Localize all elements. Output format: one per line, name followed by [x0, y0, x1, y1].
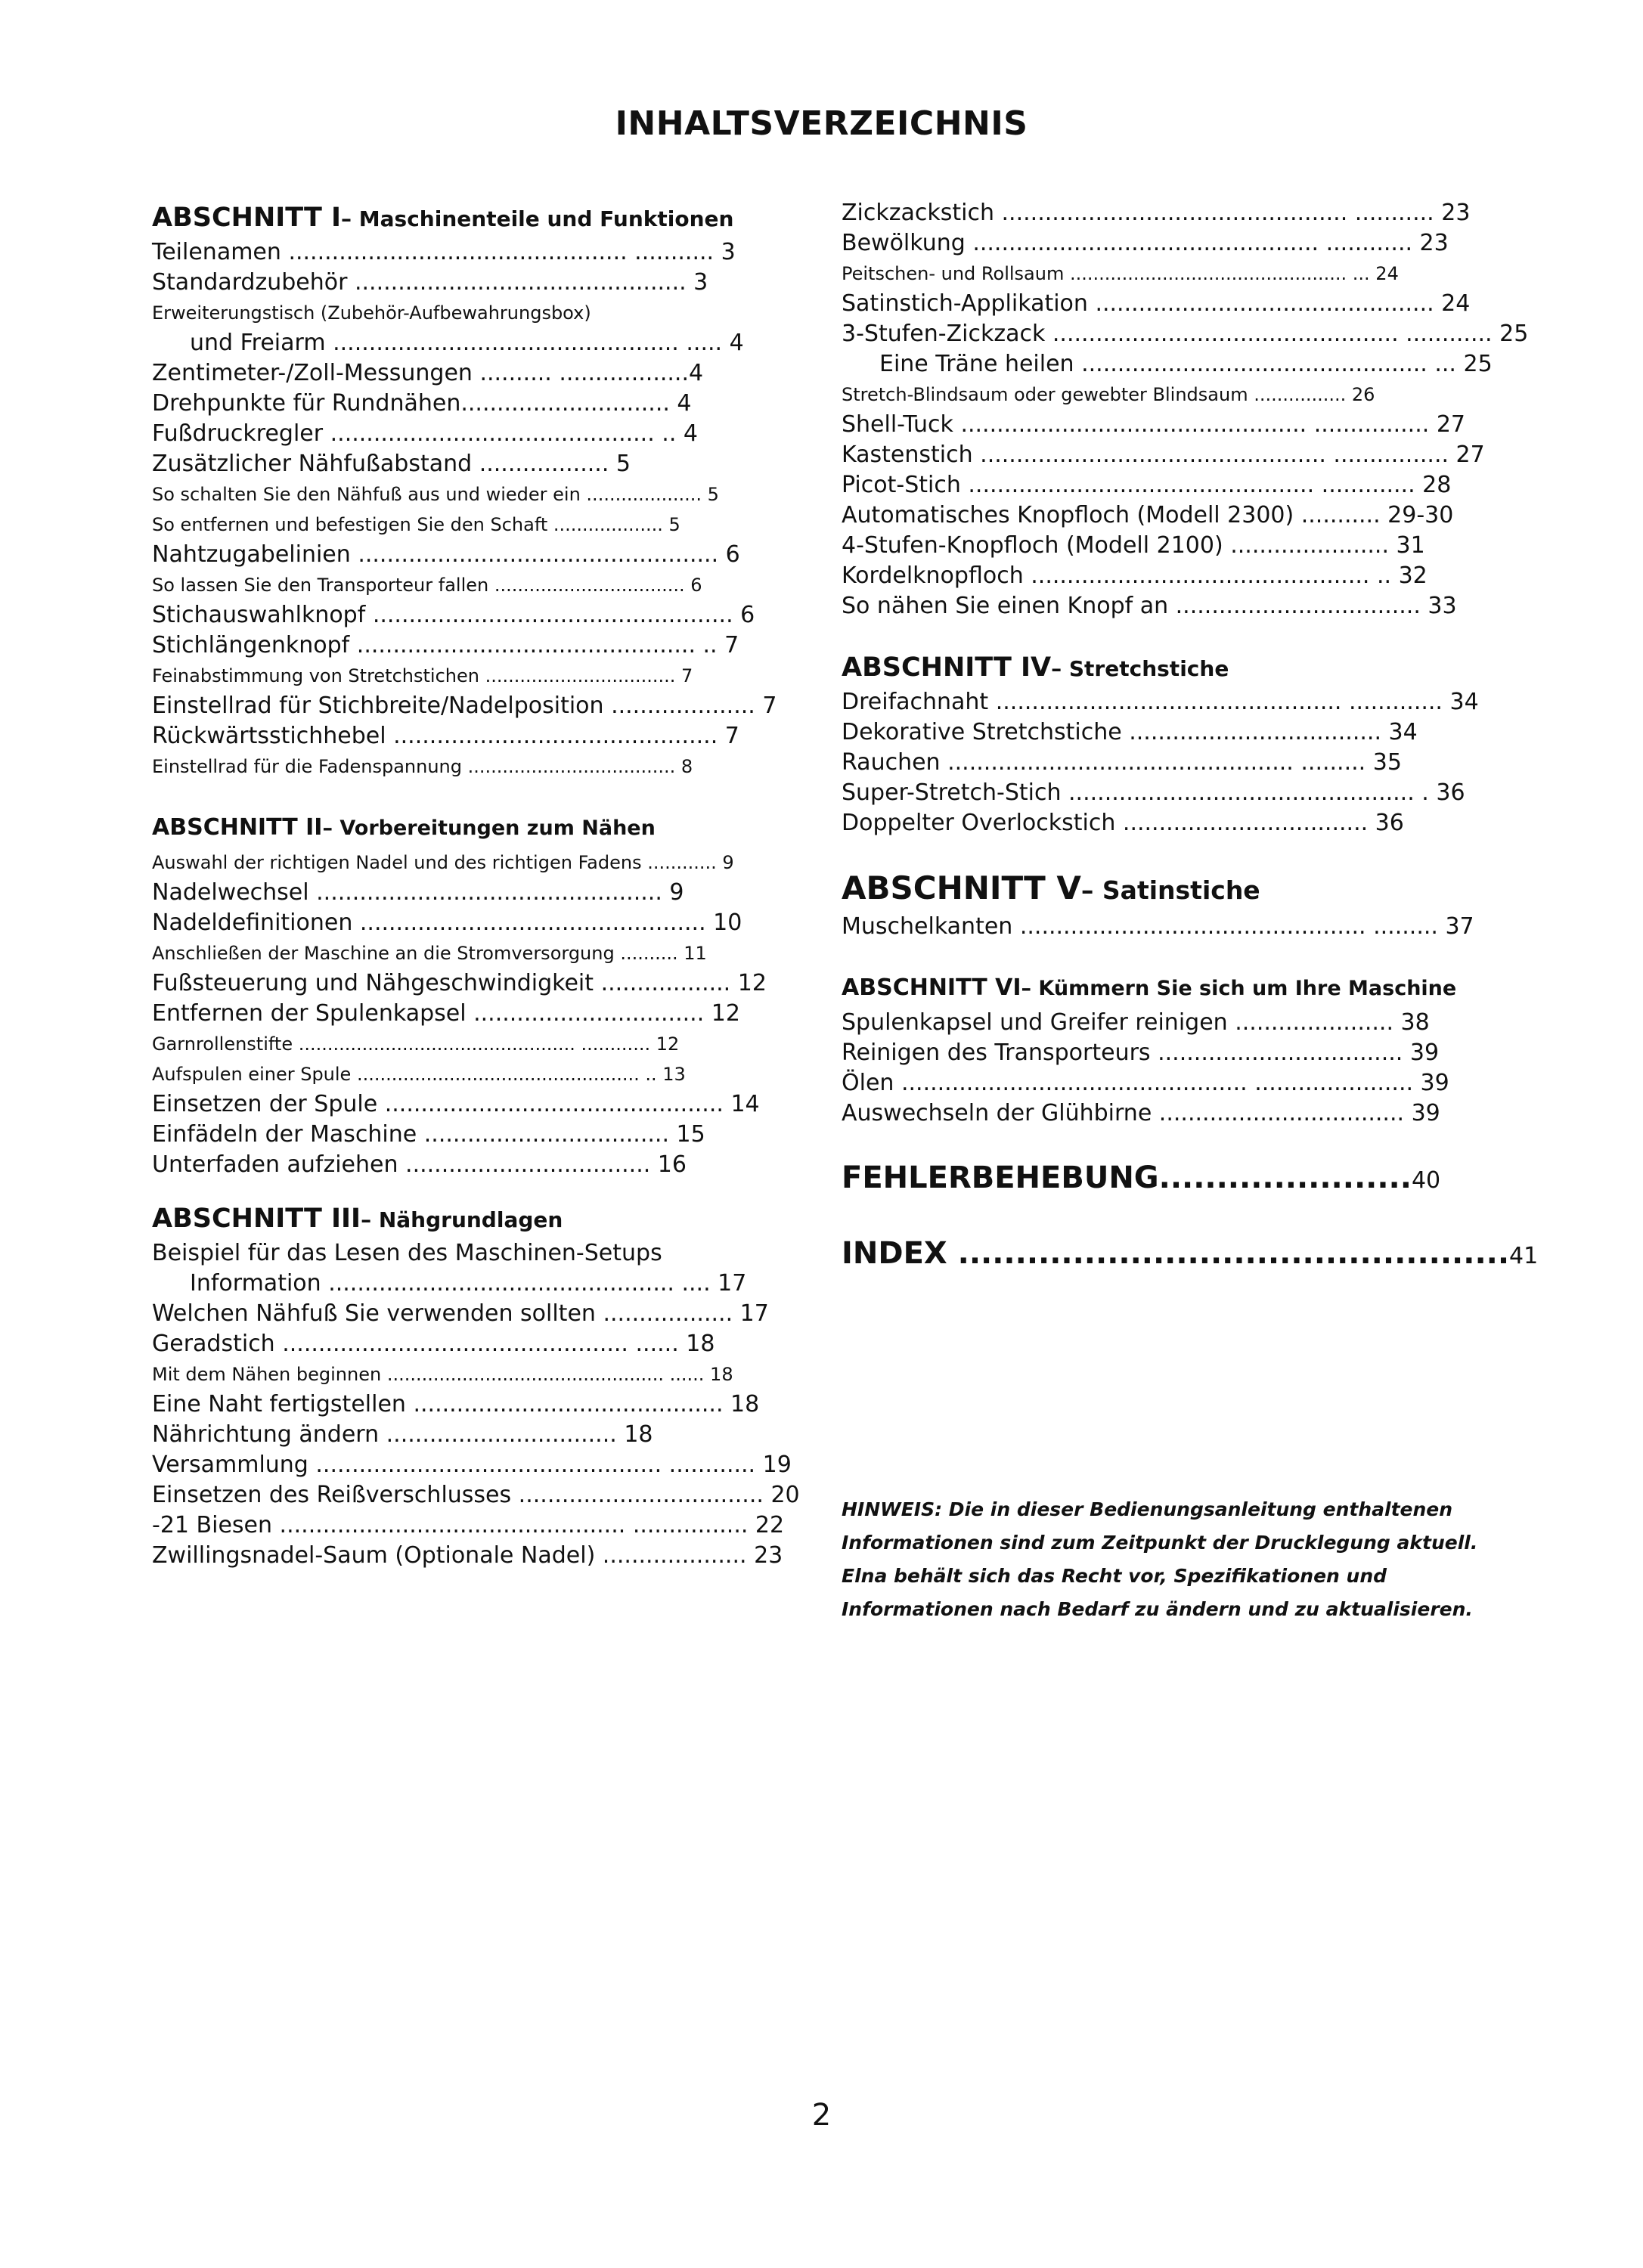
toc-entry: Einstellrad für Stichbreite/Nadelposition .................... 7 [152, 692, 777, 719]
section-number: ABSCHNITT IV [842, 652, 1052, 683]
toc-entry: Anschließen der Maschine an die Stromversorgung .......... 11 [152, 943, 707, 964]
toc-entry: Eine Träne heilen ................................................ ... 25 [879, 351, 1493, 377]
section-number: ABSCHNITT I [152, 203, 342, 233]
spacer [842, 621, 1446, 648]
spacer [842, 1201, 1446, 1231]
page-number: 2 [811, 2098, 832, 2133]
toc-entry: So lassen Sie den Transporteur fallen ................................. 6 [152, 575, 702, 596]
toc-entry: Automatisches Knopfloch (Modell 2300) ........... 29-30 [842, 502, 1454, 528]
notice-text: HINWEIS: Die in dieser Bedienungsanleitung enthaltenen Informationen sind zum Zeitpunkt der Drucklegung aktuell. Elna behält sich das Recht vor, Spezifikationen und Informationen nach Bedarf zu ändern und zu aktualisieren. [842, 1498, 1478, 1620]
spacer [152, 782, 734, 808]
section-title: – Vorbereitungen zum Nähen [322, 816, 656, 840]
section-title: – Nähgrundlagen [361, 1207, 563, 1232]
toc-entry: und Freiarm ................................................ ..... 4 [190, 330, 744, 356]
section-number: ABSCHNITT II [152, 814, 323, 841]
toc-entry: Shell-Tuck ................................................ ................ 27 [842, 411, 1465, 438]
toc-entry: Rauchen ................................................ ......... 35 [842, 749, 1402, 776]
toc-entry: Stretch-Blindsaum oder gewebter Blindsaum ................ 26 [842, 384, 1375, 405]
toc-major-label: FEHLERBEHEBUNG...................... [842, 1160, 1412, 1195]
section-number: ABSCHNITT VI [842, 974, 1021, 1001]
toc-entry: Spulenkapsel und Greifer reinigen ...................... 38 [842, 1009, 1430, 1036]
toc-entry: Bewölkung ................................................ ............ 23 [842, 230, 1449, 256]
toc-left-column [152, 198, 800, 1571]
toc-entry: Picot-Stich ................................................ ............. 28 [842, 472, 1452, 498]
toc-entry: Nahtzugabelinien .................................................. 6 [152, 541, 740, 568]
toc-entry: Dreifachnaht ................................................ ............. 34 [842, 689, 1479, 715]
toc-entry: 4-Stufen-Knopfloch (Modell 2100) ...................... 31 [842, 532, 1425, 559]
toc-entry: Super-Stretch-Stich ................................................ . 36 [842, 779, 1465, 806]
section-title: – Kümmern Sie sich um Ihre Maschine [1021, 977, 1457, 1000]
toc-entry: Zusätzlicher Nähfußabstand .................. 5 [152, 451, 631, 477]
toc-entry: Ölen ................................................ ...................... 39 [842, 1070, 1449, 1096]
toc-entry: -21 Biesen ................................................ ................ 22 [152, 1512, 785, 1538]
toc-entry: Unterfaden aufziehen .................................. 16 [152, 1151, 687, 1178]
toc-entry: Drehpunkte für Rundnähen............................. 4 [152, 390, 692, 417]
section-number: ABSCHNITT III [152, 1204, 361, 1234]
toc-entry: So schalten Sie den Nähfuß aus und wieder ein .................... 5 [152, 484, 719, 505]
toc-entry: Muschelkanten ................................................ ......... 37 [842, 913, 1474, 940]
toc-entry: Erweiterungstisch (Zubehör-Aufbewahrungsbox) [152, 302, 591, 324]
toc-entry: Standardzubehör .............................................. 3 [152, 269, 708, 296]
toc-entry: Aufspulen einer Spule ................................................. .. 13 [152, 1064, 686, 1085]
toc-entry: Teilenamen ............................................... ........... 3 [152, 239, 736, 265]
section-heading [842, 648, 1446, 687]
toc-entry: Information ................................................ .... 17 [190, 1270, 747, 1297]
section-title: – Satinstiche [1080, 875, 1260, 905]
toc-entry: Nadeldefinitionen ................................................ 10 [152, 909, 742, 936]
toc-entry: Rückwärtsstichhebel ............................................. 7 [152, 723, 739, 749]
toc-entry: Peitschen- und Rollsaum ................................................ ... 24 [842, 263, 1399, 284]
toc-entry: Nadelwechsel ................................................ 9 [152, 879, 684, 906]
page-title: INHALTSVERZEICHNIS [615, 104, 1028, 143]
toc-entry: Auswahl der richtigen Nadel und des richtigen Fadens ............ 9 [152, 852, 734, 873]
section-heading [842, 865, 1446, 912]
toc-entry: Auswechseln der Glühbirne .................................. 39 [842, 1100, 1440, 1126]
toc-entry: Kastenstich ................................................ ................ 27 [842, 442, 1485, 468]
spacer [842, 1129, 1446, 1155]
toc-entry: So nähen Sie einen Knopf an .................................. 33 [842, 593, 1457, 619]
toc-entry: Geradstich ................................................ ...... 18 [152, 1331, 715, 1357]
toc-right-column [842, 198, 1539, 1276]
toc-entry: Einsetzen der Spule ............................................... 14 [152, 1091, 760, 1117]
spacer [842, 942, 1446, 968]
section-heading [152, 808, 734, 847]
section-heading [842, 968, 1457, 1008]
toc-entry: Mit dem Nähen beginnen ................................................ ...... 18 [152, 1364, 733, 1385]
toc-entry: Zentimeter-/Zoll-Messungen .......... ..................4 [152, 360, 704, 386]
section-number: ABSCHNITT V [842, 869, 1081, 906]
toc-major-entry [842, 1231, 1539, 1276]
toc-entry: Zickzackstich ................................................ ........... 23 [842, 200, 1471, 226]
toc-entry: Kordelknopfloch ............................................... .. 32 [842, 562, 1428, 589]
section-title: – Maschinenteile und Funktionen [341, 206, 734, 231]
toc-major-page: 40 [1411, 1167, 1441, 1194]
toc-major-label: INDEX ................................................ [842, 1236, 1510, 1271]
toc-entry: Fußsteuerung und Nähgeschwindigkeit .................. 12 [152, 970, 767, 996]
toc-entry: Einfädeln der Maschine .................................. 15 [152, 1121, 705, 1148]
toc-entry: Garnrollenstifte ................................................ ............ 12 [152, 1033, 680, 1055]
section-heading [152, 198, 734, 237]
toc-entry: Nährichtung ändern ................................ 18 [152, 1421, 653, 1448]
toc-entry: Eine Naht fertigstellen ........................................... 18 [152, 1391, 760, 1418]
toc-major-entry [842, 1155, 1446, 1201]
toc-entry: Reinigen des Transporteurs .................................. 39 [842, 1040, 1440, 1066]
toc-entry: Einsetzen des Reißverschlusses .................................. 20 [152, 1482, 800, 1508]
toc-entry: Einstellrad für die Fadenspannung .................................... 8 [152, 756, 693, 777]
toc-entry: Beispiel für das Lesen des Maschinen-Setups [152, 1240, 662, 1266]
toc-entry: Fußdruckregler ............................................. .. 4 [152, 420, 698, 447]
toc-entry: Versammlung ................................................ ............ 19 [152, 1452, 792, 1478]
section-title: – Stretchstiche [1051, 656, 1229, 681]
spacer [842, 838, 1446, 865]
toc-entry: Satinstich-Applikation ............................................... 24 [842, 290, 1471, 317]
section-heading [152, 1199, 734, 1238]
toc-entry: 3-Stufen-Zickzack ................................................ ............ 25 [842, 321, 1529, 347]
toc-entry: Doppelter Overlockstich .................................. 36 [842, 810, 1404, 836]
toc-entry: Stichlängenknopf ............................................... .. 7 [152, 632, 739, 658]
toc-entry: Zwillingsnadel-Saum (Optionale Nadel) .................... 23 [152, 1542, 783, 1569]
spacer [152, 1180, 734, 1199]
toc-major-page: 41 [1509, 1243, 1539, 1269]
toc-entry: Dekorative Stretchstiche ................................... 34 [842, 719, 1418, 745]
toc-entry: Entfernen der Spulenkapsel ................................ 12 [152, 1000, 740, 1027]
toc-entry: Feinabstimmung von Stretchstichen ................................. 7 [152, 665, 693, 686]
toc-entry: Welchen Nähfuß Sie verwenden sollten .................. 17 [152, 1300, 769, 1327]
toc-entry: So entfernen und befestigen Sie den Schaft ................... 5 [152, 514, 680, 535]
toc-entry: Stichauswahlknopf .................................................. 6 [152, 602, 755, 628]
